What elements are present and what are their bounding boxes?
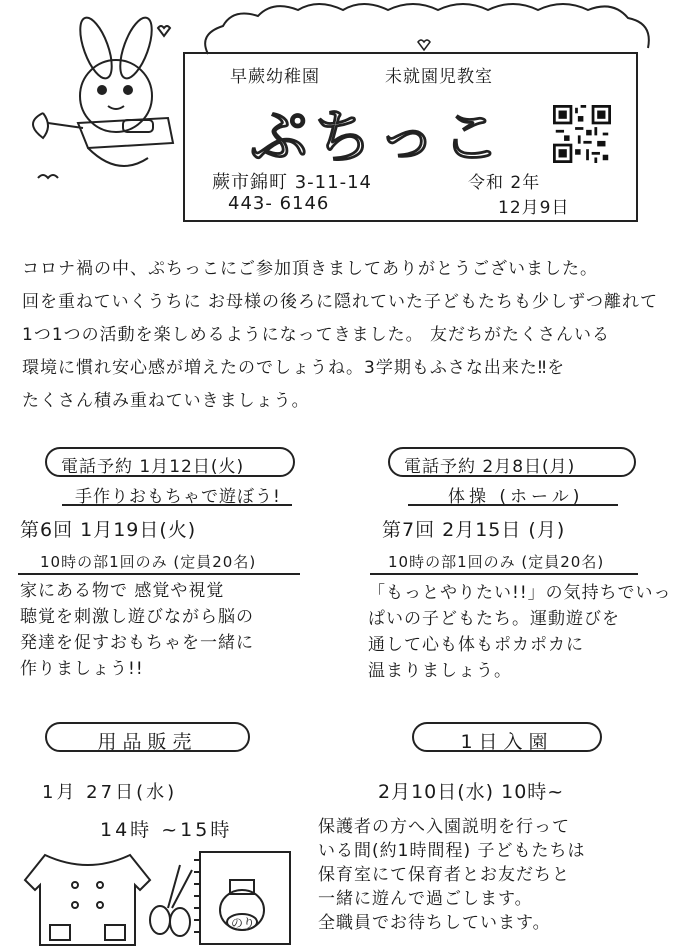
right-activity-title: 体操 (ホール)	[448, 487, 584, 507]
left-session: 第6回 1月19日(火)	[20, 519, 197, 541]
smock-icon	[25, 855, 150, 945]
right-body-line: 「もっとやりたい!!」の気持ちでいっ	[368, 583, 672, 603]
intro-line: 環境に慣れ安心感が増えたのでしょうね。3学期もふさな出来た‼を	[22, 358, 566, 378]
right-time: 10時の部1回のみ (定員20名)	[388, 553, 605, 571]
phone-number: 443- 6146	[228, 193, 330, 214]
address: 蕨市錦町 3-11-14	[212, 172, 372, 193]
left-body	[20, 578, 254, 682]
left-time: 10時の部1回のみ (定員20名)	[40, 553, 257, 571]
classroom-name: 未就園児教室	[385, 67, 493, 87]
trial-body-line: 全職員でお待ちしています。	[318, 913, 551, 933]
trial-admission-pill: 1日入園	[412, 722, 602, 752]
trial-body-line: 保護者の方へ入園説明を行って	[318, 817, 570, 837]
trial-body-line: 一緒に遊んで過ごします。	[318, 889, 533, 909]
right-time-underline	[370, 573, 638, 575]
intro-line: 1つ1つの活動を楽しめるようになってきました。 友だちがたくさんいる	[22, 325, 611, 345]
bunny-plane-illustration	[8, 8, 188, 188]
right-session: 第7回 2月15日 (月)	[382, 519, 566, 541]
right-body-line: 温まりましょう。	[368, 661, 512, 681]
trial-admission-date: 2月10日(水) 10時~	[378, 781, 565, 803]
goods-sale-date: 1月 27日(水)	[42, 782, 178, 803]
goods-sale-time: 14時 ~15時	[100, 819, 233, 841]
trial-body-line: いる間(約1時間程) 子どもたちは	[318, 841, 586, 861]
goods-sale-pill: 用品販売	[45, 722, 250, 752]
issue-date: 12月9日	[498, 198, 570, 218]
right-body-line: ぱいの子どもたち。運動遊びを	[368, 609, 620, 629]
trial-admission-body	[318, 815, 585, 935]
left-activity-title: 手作りおもちゃで遊ぼう!	[75, 487, 281, 507]
intro-line: 回を重ねていくうちに お母様の後ろに隠れていた子どもたちも少しずつ離れて	[22, 292, 658, 312]
intro-line: たくさん積み重ねていきましょう。	[22, 391, 310, 411]
left-time-underline	[18, 573, 300, 575]
glue-label: のり	[231, 916, 256, 930]
left-body-line: 発達を促すおもちゃを一緒に	[20, 633, 254, 653]
left-body-line: 作りましょう!!	[20, 659, 144, 679]
right-body	[368, 580, 671, 684]
trial-body-line: 保育室にて保育者とお友だちと	[318, 865, 570, 885]
left-reservation-pill: 電話予約 1月12日(火)	[45, 447, 295, 477]
right-title-underline	[408, 504, 618, 506]
right-body-line: 通して心も体もポカポカに	[368, 635, 584, 655]
issue-year: 令和 2年	[468, 173, 541, 193]
left-title-underline	[62, 504, 292, 506]
right-reservation-pill: 電話予約 2月8日(月)	[388, 447, 636, 477]
left-body-line: 聴覚を刺激し遊びながら脳の	[20, 607, 254, 627]
scissors-icon	[150, 865, 192, 936]
intro-line: コロナ禍の中、ぷちっこにご参加頂きましてありがとうございました。	[22, 259, 598, 279]
intro-paragraph	[22, 253, 658, 418]
left-body-line: 家にある物で 感覚や視覚	[20, 581, 225, 601]
school-name: 早蕨幼稚園	[230, 67, 320, 87]
newsletter-title: ぷちっこ	[250, 103, 507, 171]
supplies-illustration	[10, 850, 310, 946]
qr-code	[553, 105, 611, 163]
